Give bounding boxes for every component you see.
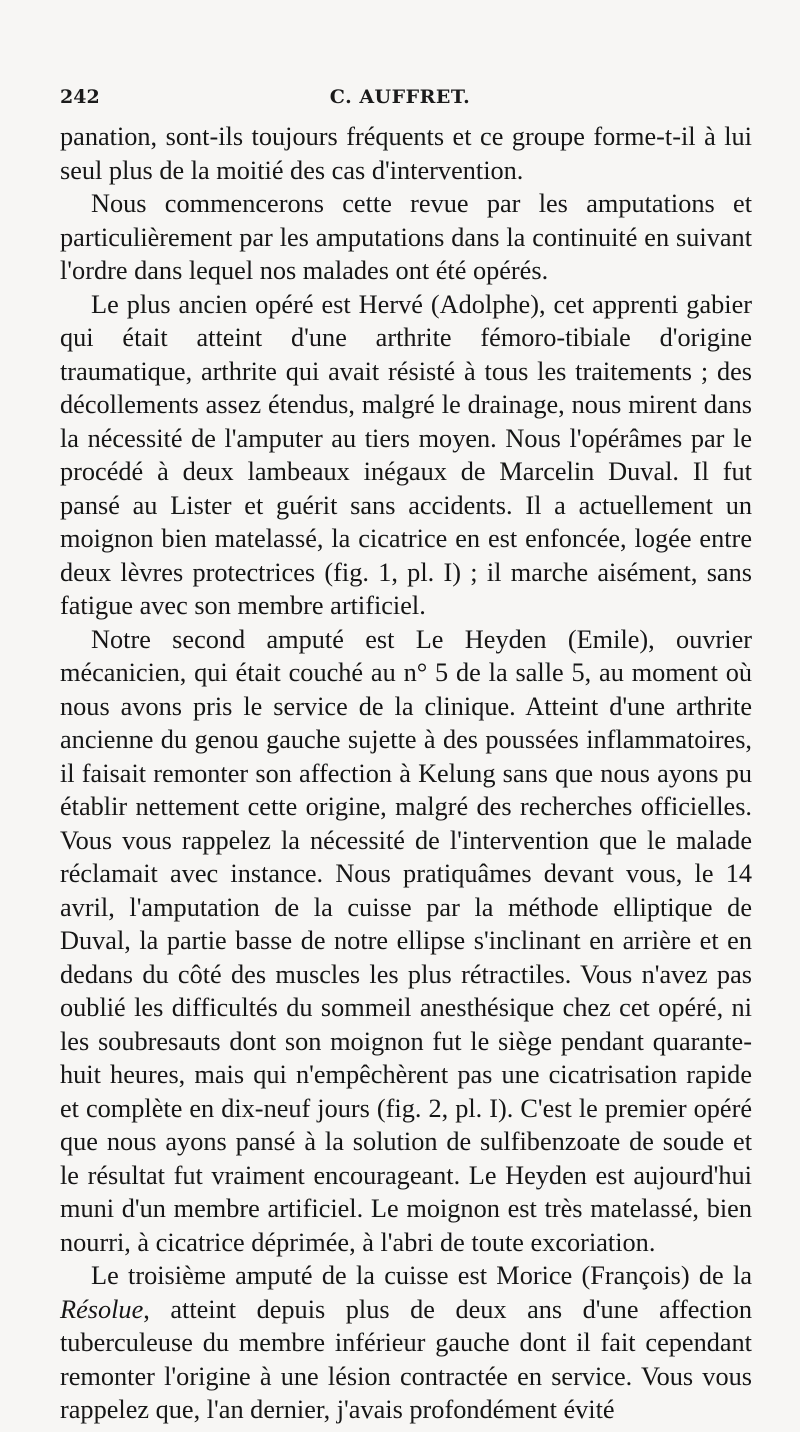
paragraph-morice-case — [60, 1259, 752, 1427]
paragraph-le-heyden-case: Notre second amputé est Le Heyden (Emile), ouvrier mécanicien, qui était couché au n° 5 de la salle 5, au moment où nous avons pris le service de la clinique. Atteint d'une arthrite ancienne du genou gauche sujette à des poussées inflammatoires, il faisait remonter son affection à Kelung sans que nous ayons pu établir nettement cette origine, malgré des recherches officielles. Vous vous rappelez la nécessité de l'intervention que le malade réclamait avec instance. Nous pratiquâmes devant vous, le 14 avril, l'amputation de la cuisse par la méthode elliptique de Duval, la partie basse de notre ellipse s'inclinant en arrière et en dedans du côté des muscles les plus rétractiles. Vous n'avez pas oublié les difficultés du sommeil anesthésique chez cet opéré, ni les soubresauts dont son moignon fut le siège pendant quarante-huit heures, mais qui n'empêchèrent pas une cicatrisation rapide et complète en dix-neuf jours (fig. 2, pl. I). C'est le premier opéré que nous ayons pansé à la solution de sulfibenzoate de soude et le résultat fut vraiment encourageant. Le Heyden est aujourd'hui muni d'un membre artificiel. Le moignon est très matelassé, bien nourri, à cicatrice déprimée, à l'abri de toute excoriation. — [60, 624, 752, 1257]
paragraph-morice-text-start: Le troisième amputé de la cuisse est Morice (François) de la — [91, 1261, 752, 1290]
body-text — [60, 120, 752, 1427]
paragraph-morice-text-end: , atteint depuis plus de deux ans d'une affection tuberculeuse du membre inférieur gauche dont il fait cependant remonter l'origine à une lésion contractée en service. Vous vous rappelez que, l'an dernier, j'avais profondément évité — [60, 1294, 752, 1424]
page-number: 242 — [60, 86, 100, 108]
paragraph-herve-case: Le plus ancien opéré est Hervé (Adolphe), cet apprenti gabier qui était atteint d'une arthrite fémoro-tibiale d'origine traumatique, arthrite qui avait résisté à tous les traitements ; des décollements assez étendus, malgré le drainage, nous mirent dans la nécessité de l'amputer au tiers moyen. Nous l'opérâmes par le procédé à deux lambeaux inégaux de Marcelin Duval. Il fut pansé au Lister et guérit sans accidents. Il a actuellement un moignon bien matelassé, la cicatrice en est enfoncée, logée entre deux lèvres protectrices (fig. 1, pl. I) ; il marche aisément, sans fatigue avec son membre artificiel. — [60, 289, 752, 620]
ship-name-italic: Résolue — [60, 1294, 144, 1324]
running-title: C. AUFFRET. — [329, 86, 471, 108]
paragraph-continued: panation, sont-ils toujours fréquents et ce groupe forme-t-il à lui seul plus de la moitié des cas d'intervention. — [60, 122, 752, 185]
paragraph-amputations-intro: Nous commencerons cette revue par les amputations et particulièrement par les amputations dans la continuité en suivant l'ordre dans lequel nos malades ont été opérés. — [60, 189, 752, 285]
running-head — [58, 86, 742, 116]
